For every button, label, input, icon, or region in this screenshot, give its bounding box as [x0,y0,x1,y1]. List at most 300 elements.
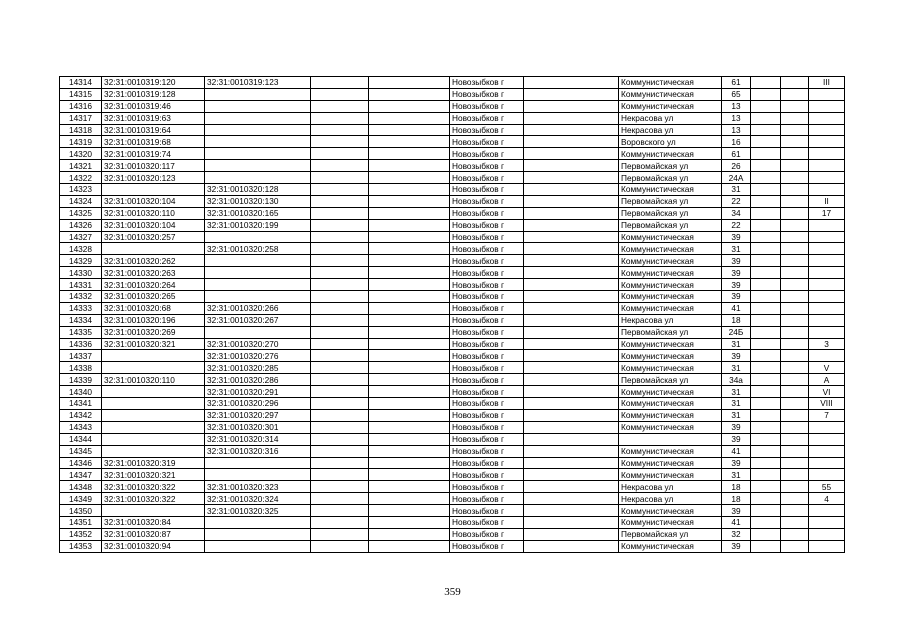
cell-empty-cell [311,112,369,124]
cell-row-number: 14340 [60,386,102,398]
cell-house-number: 18 [722,314,751,326]
cell-empty-cell [781,338,809,350]
cell-linked-cadastral-number: 32:31:0010320:324 [205,493,311,505]
table-row [60,338,845,350]
cell-cadastral-number: 32:31:0010320:110 [102,207,205,219]
cell-linked-cadastral-number [205,88,311,100]
cell-linked-cadastral-number [205,516,311,528]
cell-empty-cell [751,386,781,398]
cell-street: Коммунистическая [619,279,722,291]
cell-linked-cadastral-number: 32:31:0010320:285 [205,362,311,374]
cell-empty-cell [781,481,809,493]
cell-empty-cell [311,457,369,469]
cell-row-number: 14331 [60,279,102,291]
cell-empty-cell [781,362,809,374]
cell-cadastral-number: 32:31:0010320:321 [102,469,205,481]
cell-cadastral-number [102,505,205,517]
table-row [60,302,845,314]
cell-empty-cell [524,493,619,505]
cell-house-number: 39 [722,231,751,243]
cell-apartment [809,433,845,445]
cell-apartment [809,100,845,112]
cell-linked-cadastral-number [205,291,311,303]
cell-row-number: 14317 [60,112,102,124]
cell-settlement: Новозыбков г [450,433,524,445]
cell-cadastral-number: 32:31:0010320:264 [102,279,205,291]
cell-empty-cell [369,386,450,398]
cell-empty-cell [751,124,781,136]
cell-empty-cell [369,124,450,136]
cell-apartment [809,112,845,124]
cell-apartment [809,148,845,160]
cell-empty-cell [369,528,450,540]
cell-apartment [809,469,845,481]
table-row [60,267,845,279]
table-row [60,243,845,255]
cell-linked-cadastral-number: 32:31:0010320:286 [205,374,311,386]
cell-house-number: 39 [722,421,751,433]
cell-empty-cell [524,195,619,207]
cell-house-number: 39 [722,291,751,303]
cell-empty-cell [369,481,450,493]
cell-empty-cell [311,528,369,540]
cell-empty-cell [311,481,369,493]
cell-empty-cell [524,469,619,481]
cell-settlement: Новозыбков г [450,398,524,410]
table-row [60,255,845,267]
cell-street: Коммунистическая [619,409,722,421]
table-row [60,172,845,184]
cell-linked-cadastral-number [205,148,311,160]
cell-settlement: Новозыбков г [450,124,524,136]
cell-empty-cell [781,457,809,469]
cell-empty-cell [751,231,781,243]
cell-linked-cadastral-number: 32:31:0010320:128 [205,184,311,196]
cell-empty-cell [781,219,809,231]
cell-house-number: 39 [722,540,751,552]
cell-cadastral-number: 32:31:0010320:263 [102,267,205,279]
cell-settlement: Новозыбков г [450,457,524,469]
table-row [60,493,845,505]
cell-empty-cell [369,505,450,517]
cell-linked-cadastral-number [205,231,311,243]
cell-row-number: 14325 [60,207,102,219]
cell-empty-cell [311,136,369,148]
cell-empty-cell [311,469,369,481]
cell-empty-cell [751,88,781,100]
cell-empty-cell [524,291,619,303]
cell-street: Первомайская ул [619,374,722,386]
table-row [60,481,845,493]
cell-empty-cell [369,421,450,433]
cell-linked-cadastral-number [205,160,311,172]
cell-cadastral-number: 32:31:0010320:319 [102,457,205,469]
cell-settlement: Новозыбков г [450,505,524,517]
cell-empty-cell [781,148,809,160]
cell-apartment [809,457,845,469]
cell-apartment [809,88,845,100]
cell-empty-cell [524,350,619,362]
cell-empty-cell [524,136,619,148]
cell-settlement: Новозыбков г [450,255,524,267]
cell-empty-cell [524,326,619,338]
cell-street: Некрасова ул [619,481,722,493]
cell-empty-cell [311,314,369,326]
cell-apartment [809,184,845,196]
cell-empty-cell [369,457,450,469]
cell-cadastral-number: 32:31:0010320:196 [102,314,205,326]
cell-empty-cell [369,362,450,374]
cell-empty-cell [311,77,369,89]
cell-apartment [809,445,845,457]
cell-row-number: 14321 [60,160,102,172]
table-row [60,469,845,481]
cell-cadastral-number: 32:31:0010319:46 [102,100,205,112]
cell-settlement: Новозыбков г [450,160,524,172]
cell-settlement: Новозыбков г [450,267,524,279]
cell-house-number: 18 [722,481,751,493]
cell-settlement: Новозыбков г [450,279,524,291]
cell-empty-cell [524,124,619,136]
cell-settlement: Новозыбков г [450,291,524,303]
cell-house-number: 41 [722,516,751,528]
cell-empty-cell [751,279,781,291]
cell-street [619,433,722,445]
cell-empty-cell [524,314,619,326]
cell-settlement: Новозыбков г [450,88,524,100]
cell-empty-cell [751,267,781,279]
cell-row-number: 14332 [60,291,102,303]
cell-linked-cadastral-number [205,326,311,338]
cell-empty-cell [781,100,809,112]
cell-street: Коммунистическая [619,516,722,528]
cell-street: Коммунистическая [619,421,722,433]
cell-settlement: Новозыбков г [450,195,524,207]
cell-empty-cell [781,160,809,172]
cell-settlement: Новозыбков г [450,469,524,481]
cell-settlement: Новозыбков г [450,148,524,160]
cell-street: Коммунистическая [619,231,722,243]
cell-street: Коммунистическая [619,386,722,398]
cell-row-number: 14329 [60,255,102,267]
cell-empty-cell [311,148,369,160]
cell-empty-cell [311,445,369,457]
table-row [60,314,845,326]
cell-apartment: II [809,195,845,207]
cell-row-number: 14353 [60,540,102,552]
cell-house-number: 61 [722,148,751,160]
cell-empty-cell [781,398,809,410]
table-row [60,207,845,219]
cell-settlement: Новозыбков г [450,77,524,89]
cell-street: Некрасова ул [619,112,722,124]
cell-empty-cell [781,172,809,184]
cell-empty-cell [751,291,781,303]
cell-street: Коммунистическая [619,505,722,517]
cell-row-number: 14342 [60,409,102,421]
cell-row-number: 14338 [60,362,102,374]
cell-linked-cadastral-number [205,255,311,267]
cell-empty-cell [781,528,809,540]
cell-empty-cell [781,386,809,398]
cell-house-number: 65 [722,88,751,100]
table-row [60,398,845,410]
cell-cadastral-number: 32:31:0010319:120 [102,77,205,89]
cell-empty-cell [369,100,450,112]
cell-row-number: 14316 [60,100,102,112]
cell-empty-cell [524,207,619,219]
cell-empty-cell [524,100,619,112]
cell-empty-cell [369,338,450,350]
cell-empty-cell [369,184,450,196]
cell-house-number: 16 [722,136,751,148]
cell-house-number: 13 [722,112,751,124]
cell-linked-cadastral-number: 32:31:0010320:270 [205,338,311,350]
cell-settlement: Новозыбков г [450,326,524,338]
cell-empty-cell [524,77,619,89]
cell-empty-cell [369,148,450,160]
cell-house-number: 31 [722,243,751,255]
cell-row-number: 14335 [60,326,102,338]
cell-street: Некрасова ул [619,314,722,326]
table-row [60,148,845,160]
cell-empty-cell [369,243,450,255]
cell-house-number: 39 [722,505,751,517]
cell-empty-cell [369,172,450,184]
registry-table [59,76,845,553]
cell-house-number: 39 [722,350,751,362]
cell-linked-cadastral-number [205,112,311,124]
cell-house-number: 34 [722,207,751,219]
cell-linked-cadastral-number: 32:31:0010320:291 [205,386,311,398]
cell-row-number: 14337 [60,350,102,362]
cell-house-number: 39 [722,433,751,445]
cell-row-number: 14326 [60,219,102,231]
cell-row-number: 14346 [60,457,102,469]
cell-cadastral-number: 32:31:0010320:104 [102,195,205,207]
cell-empty-cell [369,469,450,481]
cell-street: Коммунистическая [619,88,722,100]
cell-cadastral-number: 32:31:0010319:63 [102,112,205,124]
cell-empty-cell [781,374,809,386]
cell-empty-cell [311,124,369,136]
cell-empty-cell [751,255,781,267]
cell-empty-cell [781,207,809,219]
cell-house-number: 22 [722,219,751,231]
cell-empty-cell [781,445,809,457]
cell-empty-cell [781,291,809,303]
cell-empty-cell [311,398,369,410]
cell-house-number: 31 [722,184,751,196]
table-row [60,421,845,433]
cell-cadastral-number [102,409,205,421]
cell-empty-cell [751,493,781,505]
cell-empty-cell [311,255,369,267]
cell-empty-cell [781,279,809,291]
cell-empty-cell [524,445,619,457]
cell-apartment [809,231,845,243]
cell-empty-cell [524,409,619,421]
cell-empty-cell [524,160,619,172]
cell-empty-cell [524,148,619,160]
cell-row-number: 14344 [60,433,102,445]
cell-empty-cell [781,112,809,124]
cell-empty-cell [524,516,619,528]
cell-empty-cell [369,493,450,505]
cell-street: Коммунистическая [619,255,722,267]
cell-house-number: 22 [722,195,751,207]
cell-house-number: 31 [722,398,751,410]
cell-house-number: 39 [722,267,751,279]
table-row [60,219,845,231]
cell-empty-cell [751,148,781,160]
cell-empty-cell [781,409,809,421]
cell-row-number: 14324 [60,195,102,207]
cell-empty-cell [751,398,781,410]
cell-settlement: Новозыбков г [450,338,524,350]
cell-empty-cell [524,267,619,279]
cell-empty-cell [369,88,450,100]
cell-empty-cell [311,433,369,445]
cell-empty-cell [369,219,450,231]
cell-empty-cell [311,160,369,172]
cell-linked-cadastral-number: 32:31:0010320:323 [205,481,311,493]
cell-empty-cell [369,516,450,528]
cell-apartment: А [809,374,845,386]
cell-cadastral-number: 32:31:0010319:68 [102,136,205,148]
cell-linked-cadastral-number: 32:31:0010320:314 [205,433,311,445]
cell-house-number: 31 [722,469,751,481]
table-row [60,195,845,207]
cell-house-number: 13 [722,100,751,112]
cell-row-number: 14320 [60,148,102,160]
cell-cadastral-number: 32:31:0010320:321 [102,338,205,350]
cell-empty-cell [369,267,450,279]
cell-settlement: Новозыбков г [450,540,524,552]
cell-cadastral-number: 32:31:0010319:74 [102,148,205,160]
cell-house-number: 34а [722,374,751,386]
cell-row-number: 14323 [60,184,102,196]
cell-cadastral-number [102,433,205,445]
cell-empty-cell [781,540,809,552]
cell-settlement: Новозыбков г [450,314,524,326]
cell-settlement: Новозыбков г [450,243,524,255]
cell-empty-cell [751,172,781,184]
cell-empty-cell [524,528,619,540]
cell-empty-cell [751,421,781,433]
cell-empty-cell [524,302,619,314]
table-row [60,374,845,386]
cell-empty-cell [369,77,450,89]
cell-cadastral-number: 32:31:0010320:68 [102,302,205,314]
cell-street: Первомайская ул [619,528,722,540]
cell-street: Коммунистическая [619,184,722,196]
cell-street: Коммунистическая [619,338,722,350]
cell-settlement: Новозыбков г [450,445,524,457]
cell-apartment: 4 [809,493,845,505]
cell-empty-cell [311,184,369,196]
cell-settlement: Новозыбков г [450,184,524,196]
cell-house-number: 24А [722,172,751,184]
cell-empty-cell [311,279,369,291]
cell-empty-cell [781,195,809,207]
cell-empty-cell [751,302,781,314]
cell-settlement: Новозыбков г [450,386,524,398]
cell-empty-cell [751,243,781,255]
cell-empty-cell [311,409,369,421]
cell-apartment [809,172,845,184]
cell-empty-cell [311,326,369,338]
cell-settlement: Новозыбков г [450,302,524,314]
table-row [60,516,845,528]
cell-street: Первомайская ул [619,207,722,219]
cell-street: Первомайская ул [619,195,722,207]
table-row [60,433,845,445]
cell-row-number: 14334 [60,314,102,326]
cell-cadastral-number: 32:31:0010319:128 [102,88,205,100]
cell-empty-cell [369,314,450,326]
cell-empty-cell [311,374,369,386]
cell-street: Коммунистическая [619,350,722,362]
cell-empty-cell [751,445,781,457]
cell-street: Некрасова ул [619,124,722,136]
cell-house-number: 13 [722,124,751,136]
cell-street: Коммунистическая [619,77,722,89]
table-row [60,136,845,148]
cell-empty-cell [369,195,450,207]
cell-empty-cell [781,243,809,255]
cell-cadastral-number: 32:31:0010319:64 [102,124,205,136]
cell-street: Первомайская ул [619,219,722,231]
table-row [60,160,845,172]
cell-apartment [809,243,845,255]
cell-street: Коммунистическая [619,362,722,374]
cell-empty-cell [311,505,369,517]
cell-empty-cell [311,267,369,279]
table-row [60,386,845,398]
cell-empty-cell [369,231,450,243]
cell-empty-cell [781,433,809,445]
cell-empty-cell [751,100,781,112]
cell-row-number: 14352 [60,528,102,540]
cell-settlement: Новозыбков г [450,362,524,374]
cell-empty-cell [751,338,781,350]
cell-settlement: Новозыбков г [450,207,524,219]
cell-linked-cadastral-number [205,540,311,552]
cell-row-number: 14330 [60,267,102,279]
cell-apartment [809,350,845,362]
cell-cadastral-number [102,184,205,196]
table-row [60,279,845,291]
cell-empty-cell [524,421,619,433]
cell-empty-cell [751,77,781,89]
cell-empty-cell [369,398,450,410]
cell-empty-cell [369,409,450,421]
cell-cadastral-number [102,445,205,457]
cell-empty-cell [751,219,781,231]
cell-empty-cell [311,243,369,255]
cell-street: Воровского ул [619,136,722,148]
cell-empty-cell [751,540,781,552]
cell-linked-cadastral-number [205,172,311,184]
cell-cadastral-number: 32:31:0010320:265 [102,291,205,303]
cell-empty-cell [781,493,809,505]
cell-cadastral-number [102,398,205,410]
cell-row-number: 14322 [60,172,102,184]
cell-linked-cadastral-number [205,100,311,112]
cell-linked-cadastral-number: 32:31:0010320:297 [205,409,311,421]
cell-empty-cell [369,445,450,457]
